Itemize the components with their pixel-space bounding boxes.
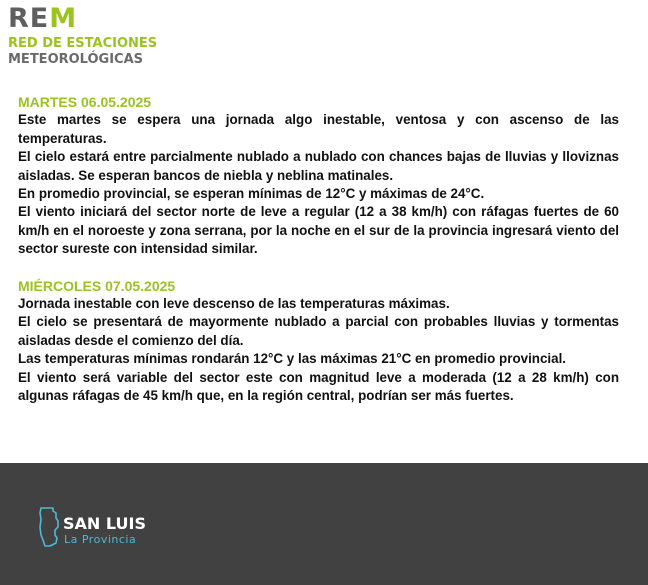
- san-luis-map-icon: [38, 507, 60, 547]
- rem-logo-prefix: RE: [8, 3, 50, 34]
- forecast-day-block: [18, 93, 619, 259]
- forecast-day-block: [18, 277, 619, 406]
- rem-logo-line2: METEOROLÓGICAS: [8, 52, 144, 67]
- forecast-paragraph: El cielo estará entre parcialmente nublado a nublado con chances bajas de lluvias y lloviznas aisladas. Se esperan bancos de niebla y neblina matinales.: [18, 149, 619, 183]
- forecast-paragraph: En promedio provincial, se esperan mínimas de 12°C y máximas de 24°C.: [18, 186, 485, 202]
- rem-logo-suffix: M: [49, 3, 78, 34]
- rem-logo-mark: [8, 4, 157, 34]
- forecast-paragraph: Este martes se espera una jornada algo inestable, ventosa y con ascenso de las temperaturas.: [18, 112, 619, 146]
- forecast-day-title: MIÉRCOLES 07.05.2025: [18, 277, 176, 294]
- rem-logo-line1: RED DE ESTACIONES: [8, 36, 158, 51]
- forecast-paragraph: Las temperaturas mínimas rondarán 12°C y las máximas 21°C en promedio provincial.: [18, 351, 567, 367]
- forecast-paragraph: El viento iniciará del sector norte de leve a regular (12 a 38 km/h) con ráfagas fuertes de 60 km/h en el noroeste y zona serrana, por la noche en el sur de la provincia ingresará viento del sector sureste con intensidad similar.: [18, 204, 619, 257]
- san-luis-name: SAN LUIS: [63, 514, 146, 533]
- forecast-content: [18, 93, 619, 406]
- forecast-paragraph: El cielo se presentará de mayormente nublado a parcial con probables lluvias y tormentas aisladas desde el comienzo del día.: [18, 314, 619, 348]
- forecast-day-title: MARTES 06.05.2025: [18, 94, 152, 110]
- forecast-paragraph: El viento será variable del sector este con magnitud leve a moderada (12 a 28 km/h) con algunas ráfagas de 45 km/h que, en la región central, podrían ser más fuertes.: [18, 369, 619, 404]
- rem-logo: [8, 4, 157, 68]
- san-luis-subtitle: La Provincia: [64, 533, 137, 546]
- footer-bar: [0, 463, 648, 585]
- forecast-paragraph: Jornada inestable con leve descenso de las temperaturas máximas.: [18, 296, 450, 312]
